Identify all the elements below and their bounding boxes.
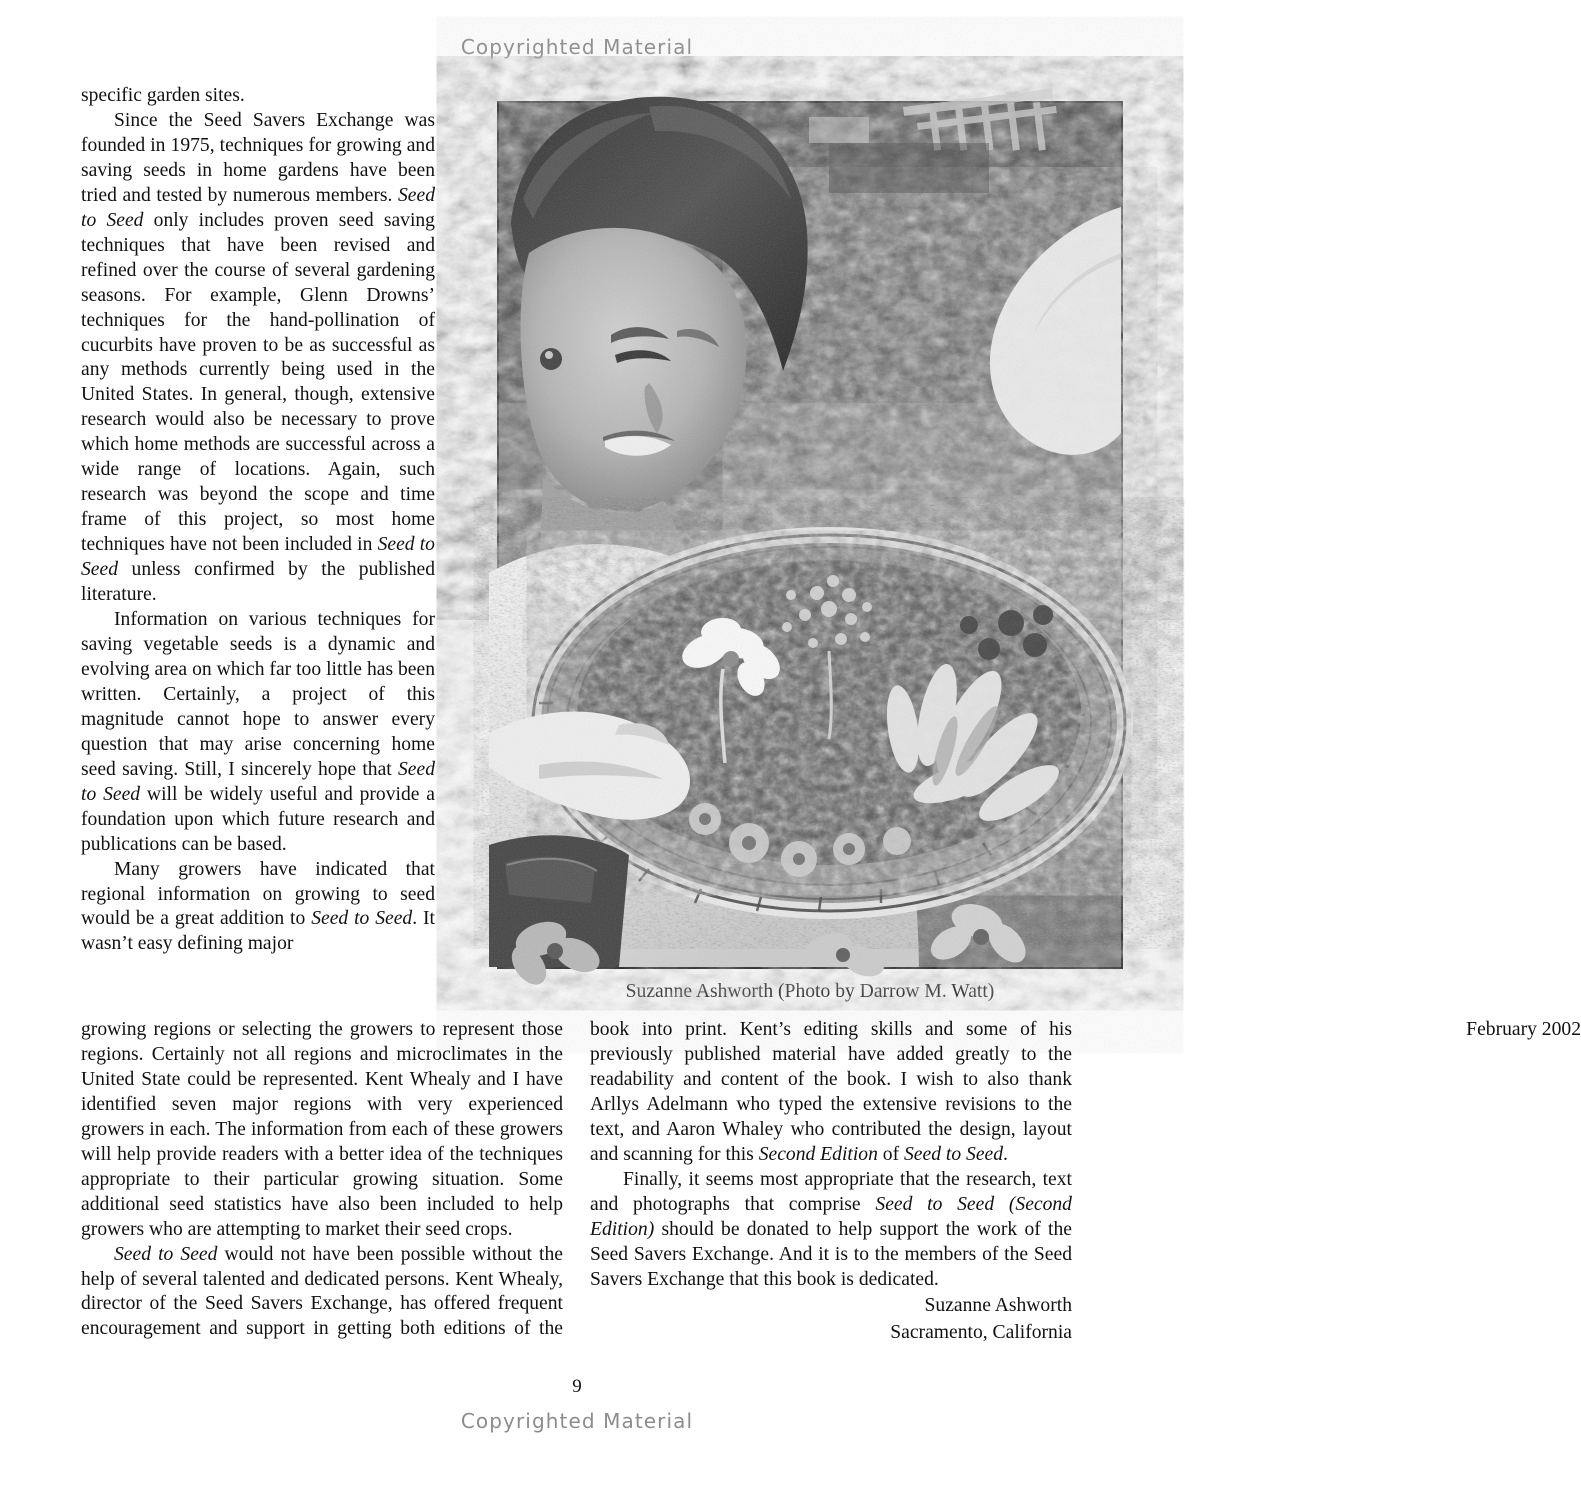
photograph-artwork [499, 103, 1121, 967]
photo-figure [497, 101, 1123, 1003]
copyright-watermark-top: Copyrighted Material [460, 35, 694, 59]
left-column-text [81, 84, 435, 957]
signature-name: Suzanne Ashworth [924, 1295, 1072, 1317]
signature-date: February 2002 [1466, 1019, 1581, 1040]
paragraph-growing-regions: growing regions or selecting the growers to represent those regions. Certainly not all regions and microclimates in the United State could be represented. Kent Whealy and I have identified seven major regions with very experienced growers in each. The information from each of these growers will help provide readers with a better idea of the techniques appropriate to their particular growing situation. Some additional seed statistics have also been included to help growers who are attempting to market their seed crops. [81, 1019, 563, 1240]
photograph [497, 101, 1123, 969]
paragraph-dedication: Finally, it seems most appropriate that the research, text and photographs that comprise Seed to Seed (Second Edition) should be donated to help support the work of the Seed Savers Exchange. And it is to the members of the Seed Savers Exchange that this book is dedicated. [590, 1168, 1072, 1290]
paragraph-continued: specific garden sites. [81, 85, 245, 106]
paragraph-seed-savers-exchange: Since the Seed Savers Exchange was founded in 1975, techniques for growing and saving seeds in home gardens have been tried and tested by numerous members. Seed to Seed only includes proven seed saving techniques that have been revised and refined over the course of several gardening seasons. For example, Glenn Drowns’ techniques for the hand-pollination of cucurbits have proven to be as successful as any methods currently being used in the United States. In general, though, extensive research would also be necessary to prove which home methods are successful across a wide range of locations. Again, such research was beyond the scope and time frame of this project, so most home techniques have not been included in Seed to Seed unless confirmed by the published literature. [81, 109, 435, 606]
signature-location: Sacramento, California [890, 1322, 1072, 1344]
paragraph-information-techniques: Information on various techniques for saving vegetable seeds is a dynamic and evolving area on which far too little has been written. Certainly, a project of this magnitude cannot hope to answer every question that may arise concerning home seed saving. Still, I sincerely hope that Seed to Seed will be widely useful and provide a foundation upon which future research and publications can be based. [81, 609, 435, 855]
paragraph-many-growers: Many growers have indicated that regional information on growing to seed would be a great addition to Seed to Seed. It wasn’t easy defining major [81, 858, 436, 955]
bottom-two-column-text [81, 1018, 1581, 1366]
page-number: 9 [572, 1376, 582, 1397]
copyright-watermark-bottom: Copyrighted Material [460, 1409, 694, 1433]
paragraph-acknowledgements: Seed to Seed would not have been possible without the help of several talented and dedicated persons. Kent Whealy, director of the Seed Savers Exchange, has offered frequent encouragement and support in getting both editions of the book into print. Kent’s editing skills and some of his previously published material have added greatly to the readability and content of the book. I wish to also thank Arllys Adelmann who typed the extensive revisions to the text, and Aaron Whaley who contributed the design, layout and scanning for this Second Edition of Seed to Seed. [81, 1019, 1072, 1340]
photo-caption: Suzanne Ashworth (Photo by Darrow M. Watt) [625, 981, 995, 1002]
